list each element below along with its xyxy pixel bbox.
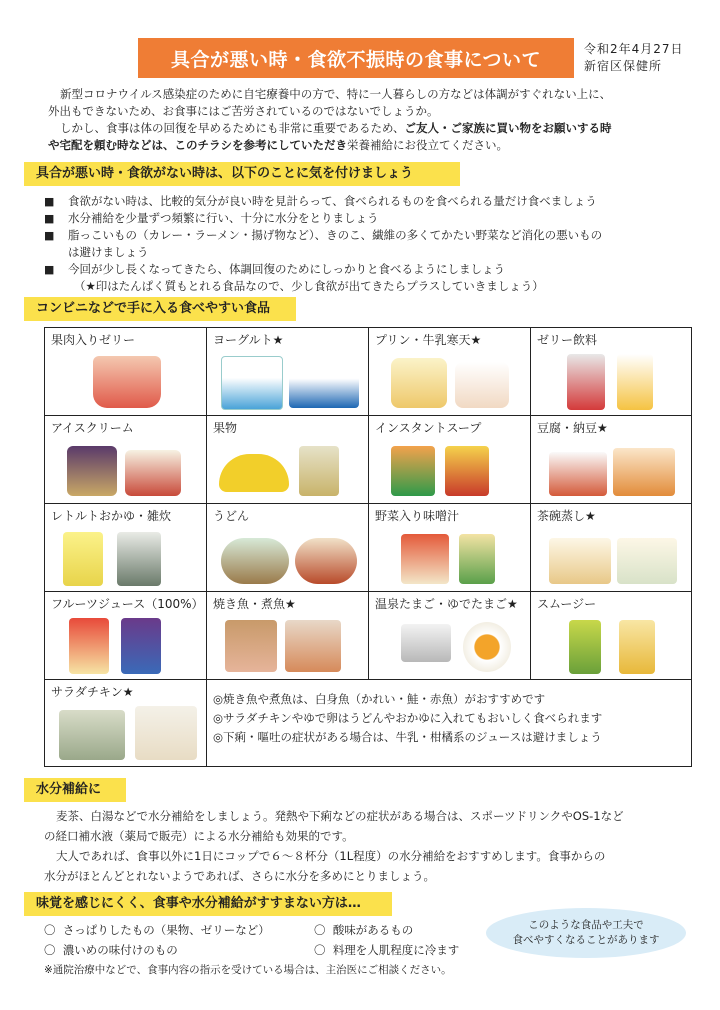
food-cell: [206, 503, 369, 592]
hydration-paragraph: [44, 806, 694, 886]
simmered-fish-image: [285, 620, 341, 672]
food-cell: [530, 327, 692, 416]
food-label: うどん: [213, 509, 250, 523]
pudding-image: [391, 358, 447, 408]
taste-option: [314, 920, 484, 940]
section-heading-taste: 味覚を感じにくく、食事や水分補給がすすまない方は…: [24, 892, 392, 916]
yogurt-cup-image: [221, 356, 283, 410]
miso-soup-cup-image: [401, 534, 449, 584]
food-label: インスタントスープ: [375, 421, 482, 435]
circle-bullet-icon: 〇: [314, 923, 326, 937]
circle-bullet-icon: 〇: [44, 923, 56, 937]
retort-porridge-image: [117, 532, 161, 586]
list-item-text: は避けましょう: [68, 245, 149, 259]
list-item-text: （★印はたんぱく質もとれる食品なので、少し食欲が出てきたらプラスしていきましょう）: [74, 279, 544, 293]
food-cell: [44, 503, 207, 592]
fruit-pack-image: [299, 446, 339, 496]
taste-option-text: 濃いめの味付けのもの: [62, 943, 178, 957]
fruit-jelly-cup-image: [93, 356, 161, 408]
tip-text: 食べやすくなることがあります: [512, 934, 660, 946]
intro-text: しかし、食事は体の回復を早めるためにも非常に重要であるため、: [60, 121, 405, 135]
food-cell: [44, 327, 207, 416]
food-label: 果肉入りゼリー: [51, 333, 136, 347]
food-cell: [530, 591, 692, 680]
instant-soup-image: [391, 446, 435, 496]
food-cell: [206, 327, 369, 416]
yogurt-pack-image: [289, 366, 359, 408]
food-label: 果物: [213, 421, 238, 435]
food-label: 温泉たまご・ゆでたまご★: [375, 597, 518, 611]
natto-pack-image: [613, 448, 675, 496]
issuer-name: 新宿区保健所: [584, 59, 663, 73]
food-label: フルーツジュース（100%）: [51, 597, 204, 611]
intro-line: [48, 120, 688, 137]
tip-bubble: [486, 908, 686, 958]
hydration-line: 水分がほとんどとれないようであれば、さらに水分を多めにとりましょう。: [44, 869, 435, 883]
section-heading-hydration: 水分補給に: [24, 778, 126, 802]
food-label: 豆腐・納豆★: [537, 421, 608, 435]
taste-option: [44, 920, 304, 940]
food-label: 野菜入り味噌汁: [375, 509, 460, 523]
grilled-fish-image: [225, 620, 277, 672]
ice-cream-cup-image: [67, 446, 117, 496]
food-label: ヨーグルト★: [213, 333, 284, 347]
udon-bowl-image: [295, 538, 357, 584]
footnote: ※通院治療中などで、食事内容の指示を受けている場合は、主治医にご相談ください。: [44, 964, 452, 976]
jelly-drink-pouch-image: [617, 354, 653, 410]
intro-text: 栄養補給にお役立てください。: [347, 138, 508, 152]
square-bullet-icon: ■: [44, 195, 55, 208]
circle-bullet-icon: 〇: [44, 943, 56, 957]
food-cell: [206, 591, 369, 680]
intro-paragraph: [48, 86, 688, 154]
food-cell: [368, 503, 531, 592]
jelly-drink-pouch-image: [567, 354, 605, 410]
intro-line: 外出もできないため、お食事にはご苦労されているのではないでしょうか。: [48, 104, 439, 118]
list-item-text: 水分補給を少量ずつ頻繁に行い、十分に水分をとりましょう: [68, 211, 379, 225]
food-label: プリン・牛乳寒天★: [375, 333, 482, 347]
apple-juice-image: [69, 618, 109, 674]
udon-bowl-image: [221, 538, 289, 584]
square-bullet-icon: ■: [44, 263, 55, 276]
taste-option: [44, 940, 304, 960]
hydration-line: 大人であれば、食事以外に1日にコップで６～８杯分（1L程度）の水分補給をおすすめします。食事からの: [56, 849, 606, 863]
food-label: 焼き魚・煮魚★: [213, 597, 296, 611]
tip-text: このような食品や工夫で: [528, 919, 644, 931]
tofu-pack-image: [549, 452, 607, 496]
list-item-continuation: [44, 278, 684, 295]
smoothie-image: [569, 620, 601, 674]
miso-soup-pack-image: [459, 534, 495, 584]
section-heading-foods: コンビニなどで手に入る食べやすい食品: [24, 297, 296, 321]
milk-kanten-image: [455, 362, 509, 408]
food-note: ◎サラダチキンやゆで卵はうどんやおかゆに入れてもおいしく食べられます: [213, 711, 603, 725]
chawanmushi-image: [617, 538, 677, 584]
food-cell: [44, 415, 207, 504]
square-bullet-icon: ■: [44, 229, 55, 242]
taste-option-text: 料理を人肌程度に冷ます: [332, 943, 460, 957]
grape-juice-image: [121, 618, 161, 674]
precautions-list: [44, 193, 684, 295]
taste-options-left: [44, 920, 304, 960]
food-cell: [44, 591, 207, 680]
salad-chicken-image: [135, 706, 197, 760]
instant-soup-image: [445, 446, 489, 496]
food-note: ◎焼き魚や煮魚は、白身魚（かれい・鮭・赤魚）がおすすめです: [213, 692, 546, 706]
food-cell: [44, 679, 207, 767]
list-item: [44, 227, 684, 244]
food-note: ◎下痢・嘔吐の症状がある場合は、牛乳・柑橘系のジュースは避けましょう: [213, 730, 602, 744]
list-item: [44, 261, 684, 278]
list-item-continuation: [44, 244, 684, 261]
list-item-text: 脂っこいもの（カレー・ラーメン・揚げ物など）、きのこ、繊維の多くてかたい野菜など消化の悪いもの: [68, 228, 603, 242]
section-heading-precautions: 具合が悪い時・食欲がない時は、以下のことに気を付けましょう: [24, 162, 460, 186]
food-label: 茶碗蒸し★: [537, 509, 596, 523]
list-item: [44, 210, 684, 227]
taste-option-text: 酸味があるもの: [332, 923, 414, 937]
square-bullet-icon: ■: [44, 212, 55, 225]
smoothie-image: [619, 620, 655, 674]
list-item-text: 食欲がない時は、比較的気分が良い時を見計らって、食べられるものを食べられる量だけ食べましょう: [68, 194, 597, 208]
food-label: サラダチキン★: [51, 685, 134, 699]
ice-cream-cup-image: [125, 450, 181, 496]
hydration-line: の経口補水液（薬局で販売）による水分補給も効果的です。: [44, 829, 354, 843]
page-title: 具合が悪い時・食欲不振時の食事について: [138, 38, 574, 78]
circle-bullet-icon: 〇: [314, 943, 326, 957]
intro-emphasis: や宅配を頼む時などは、このチラシを参考にしていただき: [48, 138, 347, 152]
taste-option: [314, 940, 484, 960]
issue-date: 令和2年4月27日: [584, 42, 684, 56]
hydration-line: 麦茶、白湯などで水分補給をしましょう。発熱や下痢などの症状がある場合は、スポーツドリンクやOS-1など: [56, 809, 624, 823]
food-cell: [530, 415, 692, 504]
food-cell: [368, 415, 531, 504]
food-cell: [368, 591, 531, 680]
food-grid: [44, 327, 692, 767]
taste-option-text: さっぱりしたもの（果物、ゼリーなど）: [62, 923, 270, 937]
onsen-egg-image: [401, 624, 451, 662]
food-label: スムージー: [537, 597, 597, 611]
food-label: レトルトおかゆ・雑炊: [51, 509, 172, 523]
intro-line: [48, 137, 688, 154]
food-notes: [213, 690, 602, 747]
intro-emphasis: ご友人・ご家族に買い物をお願いする時: [404, 121, 612, 135]
date-issuer-block: [584, 41, 684, 75]
food-cell: [368, 327, 531, 416]
food-cell: [530, 503, 692, 592]
intro-line: 新型コロナウイルス感染症のために自宅療養中の方で、特に一人暮らしの方などは体調がすぐれない上に、: [60, 87, 612, 101]
list-item: [44, 193, 684, 210]
taste-options-right: [314, 920, 484, 960]
food-label: アイスクリーム: [51, 421, 134, 435]
notes-cell: [206, 679, 692, 767]
chawanmushi-image: [549, 538, 611, 584]
food-label: ゼリー飲料: [537, 333, 598, 347]
list-item-text: 今回が少し長くなってきたら、体調回復のためにしっかりと食べるようにしましょう: [68, 262, 505, 276]
banana-image: [219, 454, 289, 492]
boiled-egg-image: [463, 622, 511, 672]
food-cell: [206, 415, 369, 504]
salad-chicken-image: [59, 710, 125, 760]
retort-porridge-image: [63, 532, 103, 586]
